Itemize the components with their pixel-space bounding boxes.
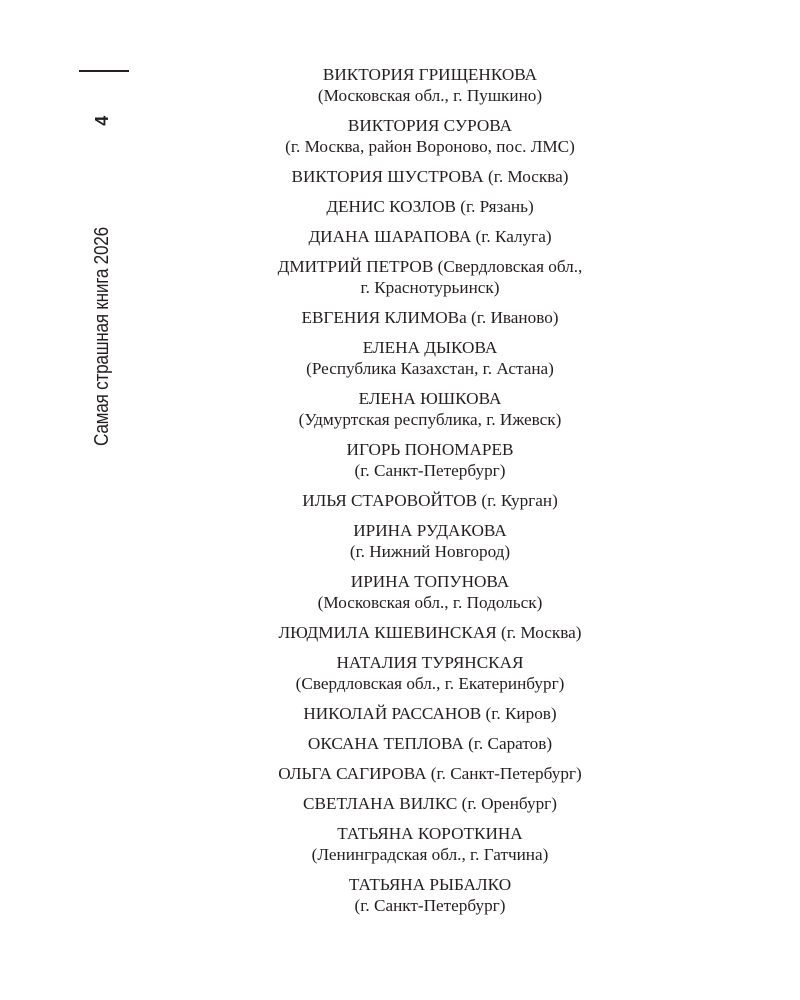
author-name-line: ДМИТРИЙ ПЕТРОВ (Свердловская обл., [277, 257, 583, 276]
author-location-line: (Ленинградская обл., г. Гатчина) [311, 845, 549, 864]
author-name-line: СВЕТЛАНА ВИЛКС (г. Оренбург) [303, 794, 557, 813]
author-location-line: (г. Санкт-Петербург) [354, 896, 506, 915]
author-entry [190, 166, 670, 187]
author-name-line: НАТАЛИЯ ТУРЯНСКАЯ [336, 653, 524, 672]
author-entry [190, 652, 670, 694]
author-entry [190, 256, 670, 298]
author-entry [190, 226, 670, 247]
author-name-line: ВИКТОРИЯ ШУСТРОВА (г. Москва) [291, 167, 569, 186]
author-location-line: (Свердловская обл., г. Екатеринбург) [295, 674, 565, 693]
header-rule [79, 70, 129, 72]
author-location-line: (Московская обл., г. Пушкино) [317, 86, 543, 105]
author-name-line: ИГОРЬ ПОНОМАРЕВ [346, 440, 514, 459]
author-entry [190, 520, 670, 562]
book-title: Самая страшная книга 2026 [91, 227, 113, 446]
author-location-line: (г. Нижний Новгород) [349, 542, 511, 561]
author-name-line: ТАТЬЯНА КОРОТКИНА [337, 824, 523, 843]
author-entry [190, 571, 670, 613]
author-location-line: (Республика Казахстан, г. Астана) [306, 359, 554, 378]
author-location-line: (г. Москва, район Вороново, пос. ЛМС) [285, 137, 575, 156]
author-entry [190, 490, 670, 511]
author-entry [190, 703, 670, 724]
author-location-line: (г. Санкт-Петербург) [354, 461, 506, 480]
author-name-line: ДЕНИС КОЗЛОВ (г. Рязань) [326, 197, 534, 216]
author-entry [190, 622, 670, 643]
author-location-line: (Удмуртская республика, г. Ижевск) [298, 410, 562, 429]
author-name-line: ИРИНА ТОПУНОВА [350, 572, 510, 591]
author-name-line: ОЛЬГА САГИРОВА (г. Санкт-Петербург) [278, 764, 582, 783]
author-entry [190, 64, 670, 106]
author-name-line: ВИКТОРИЯ СУРОВА [347, 116, 513, 135]
author-entry [190, 439, 670, 481]
author-name-line: ОКСАНА ТЕПЛОВА (г. Саратов) [307, 734, 553, 753]
author-list [190, 64, 670, 925]
author-name-line: ТАТЬЯНА РЫБАЛКО [348, 875, 512, 894]
author-name-line: ИРИНА РУДАКОВА [353, 521, 507, 540]
author-name-line: ЕВГЕНИЯ КЛИМОВа (г. Иваново) [301, 308, 559, 327]
author-entry [190, 196, 670, 217]
author-entry [190, 388, 670, 430]
author-entry [190, 874, 670, 916]
author-location-line: (Московская обл., г. Подольск) [317, 593, 543, 612]
author-entry [190, 763, 670, 784]
author-entry [190, 307, 670, 328]
author-entry [190, 337, 670, 379]
page-number: 4 [92, 116, 112, 126]
author-name-line: ЛЮДМИЛА КШЕВИНСКАЯ (г. Москва) [278, 623, 582, 642]
author-name-line: ВИКТОРИЯ ГРИЩЕНКОВА [322, 65, 538, 84]
author-entry [190, 823, 670, 865]
author-entry [190, 793, 670, 814]
author-name-line: НИКОЛАЙ РАССАНОВ (г. Киров) [303, 704, 557, 723]
author-name-line: ИЛЬЯ СТАРОВОЙТОВ (г. Курган) [302, 491, 558, 510]
author-name-line: ЕЛЕНА ДЫКОВА [362, 338, 498, 357]
author-entry [190, 733, 670, 754]
author-entry [190, 115, 670, 157]
author-name-line: ЕЛЕНА ЮШКОВА [358, 389, 502, 408]
author-name-line: ДИАНА ШАРАПОВА (г. Калуга) [308, 227, 552, 246]
author-location-line: г. Краснотурьинск) [360, 278, 500, 297]
